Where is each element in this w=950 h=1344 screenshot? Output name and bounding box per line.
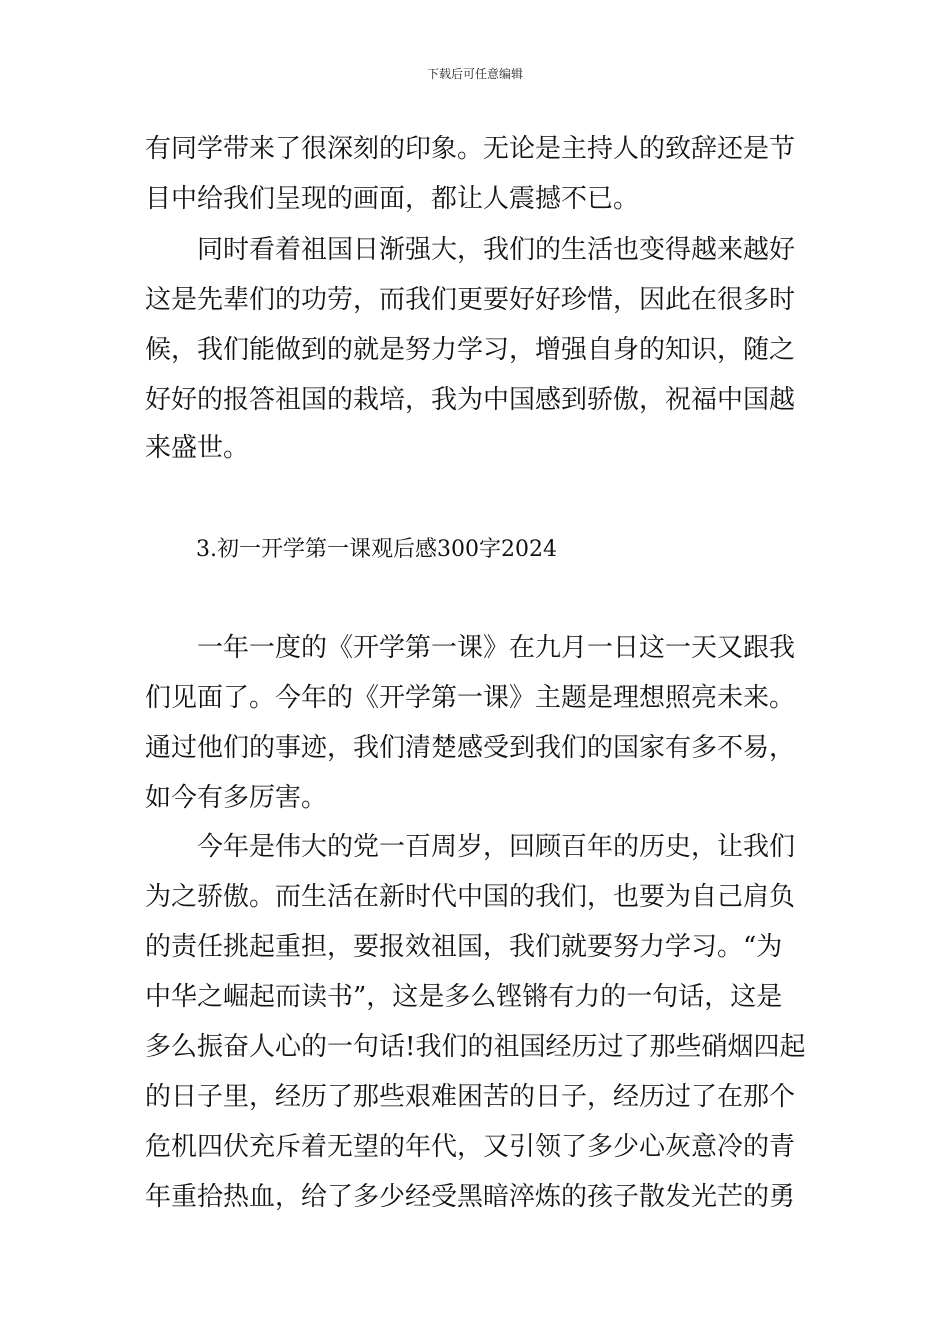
text-line: 危机四伏充斥着无望的年代，又引领了多少心灰意冷的青 — [145, 1132, 796, 1162]
text-line: 的责任挑起重担，要报效祖国，我们就要努力学习。“为 — [145, 932, 783, 962]
text-line: 好好的报答祖国的栽培，我为中国感到骄傲，祝福中国越 — [145, 385, 796, 415]
text-line: 年重拾热血，给了多少经受黑暗淬炼的孩子散发光芒的勇 — [145, 1182, 796, 1212]
text-line: 今年是伟大的党一百周岁，回顾百年的历史，让我们 — [145, 832, 796, 862]
text-line: 通过他们的事迹，我们清楚感受到我们的国家有多不易， — [145, 733, 796, 763]
text-line: 中华之崛起而读书”，这是多么铿锵有力的一句话，这是 — [145, 982, 783, 1012]
text-line: 这是先辈们的功劳，而我们更要好好珍惜，因此在很多时 — [145, 285, 796, 315]
text-line: 同时看着祖国日渐强大，我们的生活也变得越来越好 — [145, 235, 796, 265]
text-line: 多么振奋人心的一句话!我们的祖国经历过了那些硝烟四起 — [145, 1032, 806, 1062]
text-line: 目中给我们呈现的画面，都让人震撼不已。 — [145, 184, 640, 214]
text-line: 们见面了。今年的《开学第一课》主题是理想照亮未来。 — [145, 683, 796, 713]
section-heading: 3.初一开学第一课观后感300字2024 — [196, 537, 557, 562]
text-line: 有同学带来了很深刻的印象。无论是主持人的致辞还是节 — [145, 134, 796, 164]
text-line: 如今有多厉害。 — [145, 783, 328, 813]
text-line: 来盛世。 — [145, 433, 250, 463]
text-line: 的日子里，经历了那些艰难困苦的日子，经历过了在那个 — [145, 1082, 796, 1112]
text-line: 一年一度的《开学第一课》在九月一日这一天又跟我 — [145, 633, 796, 663]
text-line: 为之骄傲。而生活在新时代中国的我们，也要为自己肩负 — [145, 882, 796, 912]
download-note: 下载后可任意编辑 — [426, 67, 523, 81]
text-line: 候，我们能做到的就是努力学习，增强自身的知识，随之 — [145, 335, 796, 365]
